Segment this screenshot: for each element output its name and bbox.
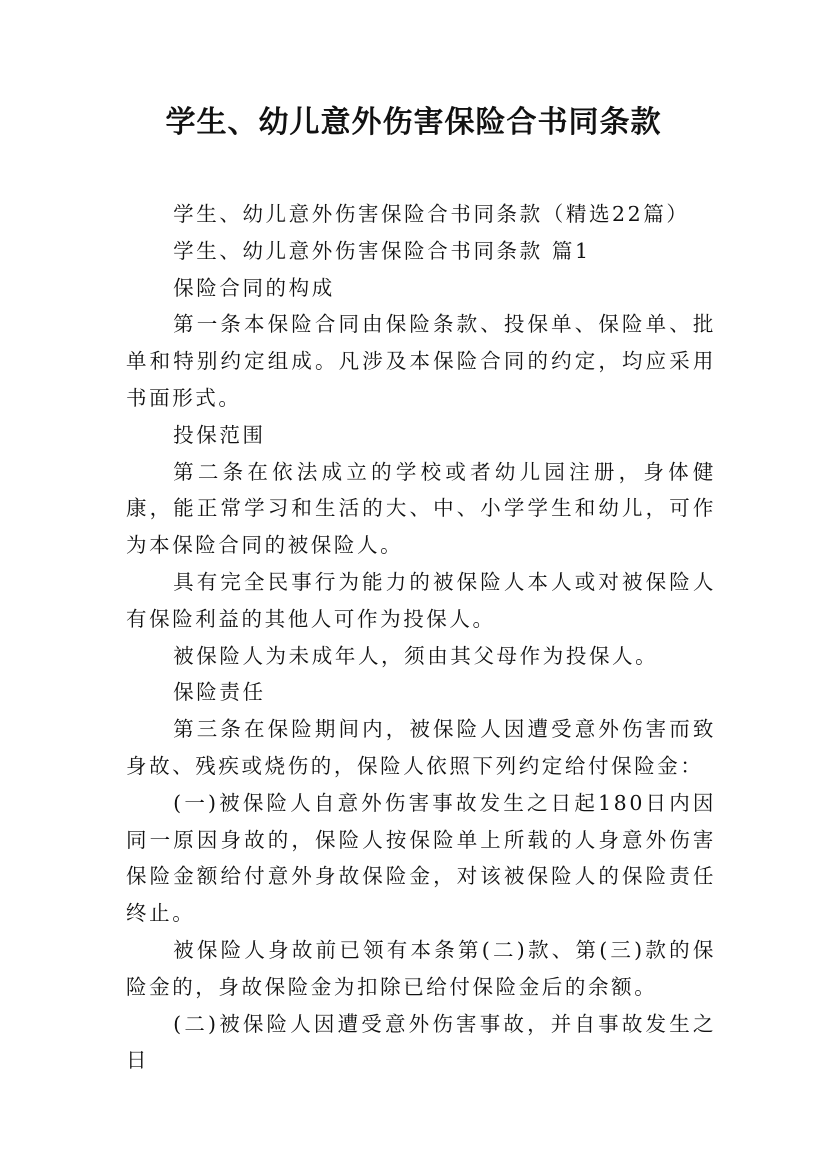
paragraph-subtitle: 学生、幼儿意外伤害保险合书同条款（精选22篇） [173, 202, 690, 226]
paragraph-heading-scope: 投保范围 [173, 422, 266, 447]
paragraph-heading-composition: 保险合同的构成 [173, 275, 335, 300]
paragraph-deduction: 被保险人身故前已领有本条第(二)款、第(三)款的保险金的，身故保险金为扣除已给付保险金后的余额。 [126, 937, 716, 999]
paragraph-clause-1: (一)被保险人自意外伤害事故发生之日起180日内因同一原因身故的，保险人按保险单上所载的人身意外伤害保险金额给付意外身故保险金，对该被保险人的保险责任终止。 [126, 790, 716, 926]
paragraph-article-3: 第三条在保险期间内，被保险人因遭受意外伤害而致身故、残疾或烧伤的，保险人依照下列约定给付保险金： [126, 717, 716, 778]
paragraph-heading-liability: 保险责任 [173, 680, 266, 705]
paragraph-article-1: 第一条本保险合同由保险条款、投保单、保险单、批单和特别约定组成。凡涉及本保险合同的约定，均应采用书面形式。 [126, 312, 716, 410]
paragraph-policyholder: 具有完全民事行为能力的被保险人本人或对被保险人有保险利益的其他人可作为投保人。 [126, 569, 716, 631]
paragraph-minor: 被保险人为未成年人，须由其父母作为投保人。 [173, 643, 659, 668]
paragraph-section-heading: 学生、幼儿意外伤害保险合书同条款 篇1 [173, 238, 591, 263]
paragraph-clause-2: (二)被保险人因遭受意外伤害事故，并自事故发生之日 [126, 1011, 716, 1073]
document-title: 学生、幼儿意外伤害保险合书同条款 [165, 105, 662, 140]
document-body [126, 196, 716, 1079]
paragraph-article-2: 第二条在依法成立的学校或者幼儿园注册，身体健康，能正常学习和生活的大、中、小学学生和幼儿，可作为本保险合同的被保险人。 [126, 459, 716, 558]
